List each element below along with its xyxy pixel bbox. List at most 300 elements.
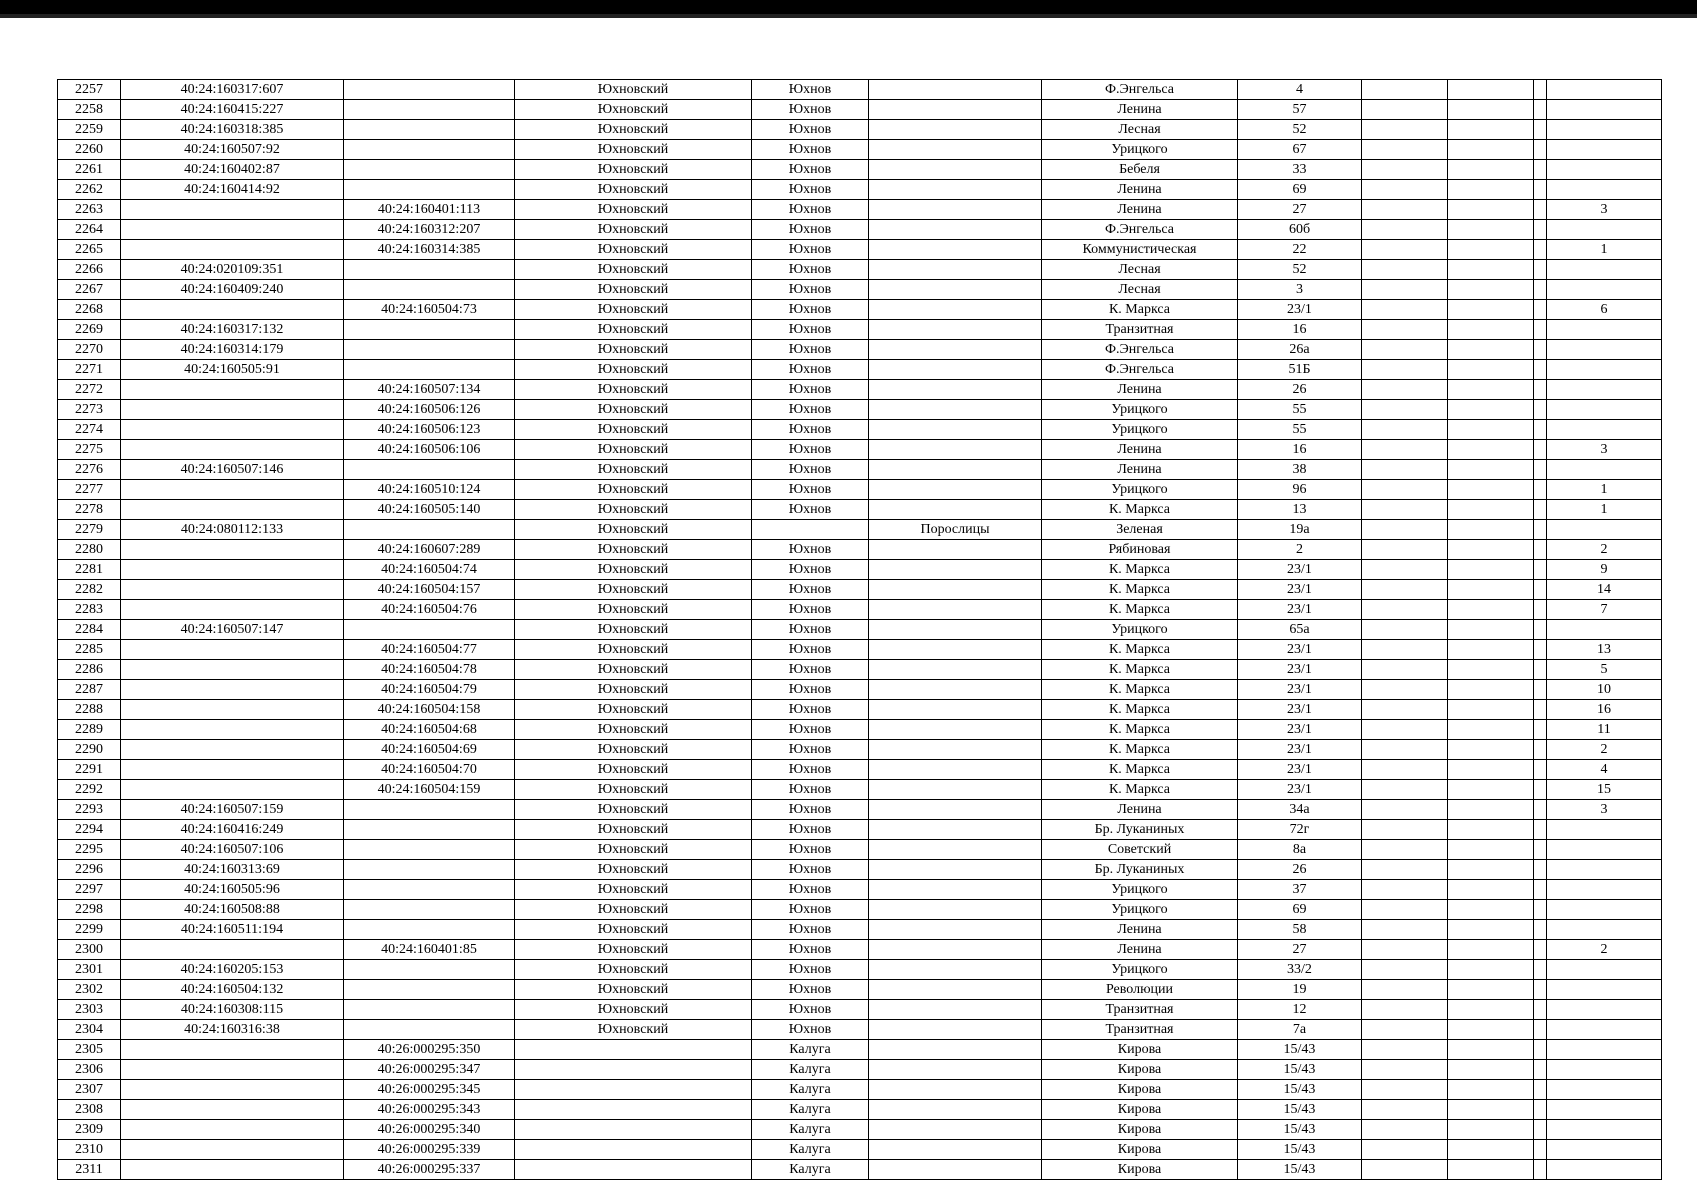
extra-cell-2 — [1448, 480, 1534, 500]
street-cell: Урицкого — [1042, 480, 1238, 500]
row-number-cell: 2298 — [58, 900, 121, 920]
apartment-number-cell — [1547, 960, 1662, 980]
extra-cell-1 — [1362, 700, 1448, 720]
extra-cell-2 — [1448, 1080, 1534, 1100]
extra-cell-2 — [1448, 1160, 1534, 1180]
cadastral-number-alt-cell: 40:24:160504:79 — [344, 680, 515, 700]
cadastral-number-cell: 40:24:160511:194 — [121, 920, 344, 940]
table-row — [58, 1060, 1662, 1080]
extra-cell-3 — [1534, 1080, 1547, 1100]
district-cell: Юхновский — [515, 320, 752, 340]
apartment-number-cell: 5 — [1547, 660, 1662, 680]
extra-cell-1 — [1362, 820, 1448, 840]
district-cell: Юхновский — [515, 720, 752, 740]
row-number-cell: 2258 — [58, 100, 121, 120]
apartment-number-cell — [1547, 820, 1662, 840]
extra-cell-2 — [1448, 600, 1534, 620]
extra-cell-2 — [1448, 100, 1534, 120]
extra-cell-3 — [1534, 260, 1547, 280]
cadastral-number-cell — [121, 1100, 344, 1120]
cadastral-number-alt-cell — [344, 1000, 515, 1020]
cadastral-number-alt-cell: 40:24:160505:140 — [344, 500, 515, 520]
extra-cell-1 — [1362, 660, 1448, 680]
row-number-cell: 2297 — [58, 880, 121, 900]
district-cell: Юхновский — [515, 900, 752, 920]
extra-cell-2 — [1448, 280, 1534, 300]
cadastral-number-cell: 40:24:160507:147 — [121, 620, 344, 640]
table-row — [58, 580, 1662, 600]
cadastral-number-cell: 40:24:160402:87 — [121, 160, 344, 180]
settlement-cell — [869, 920, 1042, 940]
settlement-cell — [869, 780, 1042, 800]
settlement-cell — [869, 1020, 1042, 1040]
extra-cell-1 — [1362, 200, 1448, 220]
street-cell: Транзитная — [1042, 320, 1238, 340]
settlement-cell: Порослицы — [869, 520, 1042, 540]
settlement-cell — [869, 1080, 1042, 1100]
house-number-cell: 67 — [1238, 140, 1362, 160]
extra-cell-2 — [1448, 680, 1534, 700]
table-row — [58, 840, 1662, 860]
cadastral-number-cell — [121, 740, 344, 760]
house-number-cell: 52 — [1238, 120, 1362, 140]
house-number-cell: 15/43 — [1238, 1100, 1362, 1120]
city-cell: Юхнов — [752, 300, 869, 320]
row-number-cell: 2308 — [58, 1100, 121, 1120]
settlement-cell — [869, 220, 1042, 240]
apartment-number-cell: 4 — [1547, 760, 1662, 780]
table-row — [58, 860, 1662, 880]
table-row — [58, 1000, 1662, 1020]
extra-cell-1 — [1362, 780, 1448, 800]
row-number-cell: 2286 — [58, 660, 121, 680]
apartment-number-cell — [1547, 880, 1662, 900]
district-cell: Юхновский — [515, 980, 752, 1000]
extra-cell-3 — [1534, 840, 1547, 860]
district-cell — [515, 1040, 752, 1060]
cadastral-number-cell: 40:24:160507:92 — [121, 140, 344, 160]
row-number-cell: 2275 — [58, 440, 121, 460]
extra-cell-1 — [1362, 80, 1448, 100]
street-cell: Транзитная — [1042, 1020, 1238, 1040]
table-row — [58, 1160, 1662, 1180]
extra-cell-2 — [1448, 980, 1534, 1000]
cadastral-number-cell — [121, 1080, 344, 1100]
district-cell: Юхновский — [515, 500, 752, 520]
cadastral-number-cell: 40:24:160504:132 — [121, 980, 344, 1000]
street-cell: Советский — [1042, 840, 1238, 860]
cadastral-number-cell — [121, 780, 344, 800]
extra-cell-1 — [1362, 140, 1448, 160]
extra-cell-3 — [1534, 600, 1547, 620]
row-number-cell: 2263 — [58, 200, 121, 220]
city-cell: Юхнов — [752, 360, 869, 380]
document-page — [57, 79, 1661, 1180]
house-number-cell: 7а — [1238, 1020, 1362, 1040]
city-cell: Юхнов — [752, 320, 869, 340]
cadastral-number-alt-cell — [344, 880, 515, 900]
extra-cell-1 — [1362, 420, 1448, 440]
cadastral-number-alt-cell — [344, 280, 515, 300]
city-cell: Юхнов — [752, 700, 869, 720]
extra-cell-2 — [1448, 1040, 1534, 1060]
row-number-cell: 2283 — [58, 600, 121, 620]
cadastral-number-alt-cell: 40:26:000295:347 — [344, 1060, 515, 1080]
settlement-cell — [869, 620, 1042, 640]
extra-cell-2 — [1448, 460, 1534, 480]
district-cell: Юхновский — [515, 520, 752, 540]
extra-cell-2 — [1448, 780, 1534, 800]
row-number-cell: 2268 — [58, 300, 121, 320]
apartment-number-cell: 3 — [1547, 200, 1662, 220]
extra-cell-2 — [1448, 800, 1534, 820]
table-row — [58, 240, 1662, 260]
extra-cell-1 — [1362, 940, 1448, 960]
extra-cell-3 — [1534, 640, 1547, 660]
extra-cell-3 — [1534, 560, 1547, 580]
cadastral-number-alt-cell — [344, 900, 515, 920]
extra-cell-3 — [1534, 540, 1547, 560]
cadastral-number-alt-cell — [344, 860, 515, 880]
house-number-cell: 23/1 — [1238, 780, 1362, 800]
extra-cell-2 — [1448, 400, 1534, 420]
house-number-cell: 15/43 — [1238, 1120, 1362, 1140]
extra-cell-1 — [1362, 640, 1448, 660]
district-cell: Юхновский — [515, 840, 752, 860]
extra-cell-2 — [1448, 180, 1534, 200]
scan-top-edge — [0, 0, 1697, 14]
table-row — [58, 140, 1662, 160]
extra-cell-1 — [1362, 720, 1448, 740]
extra-cell-3 — [1534, 920, 1547, 940]
table-row — [58, 160, 1662, 180]
city-cell: Юхнов — [752, 880, 869, 900]
table-row — [58, 460, 1662, 480]
street-cell: Бр. Луканиных — [1042, 820, 1238, 840]
apartment-number-cell: 1 — [1547, 480, 1662, 500]
cadastral-number-alt-cell: 40:24:160504:73 — [344, 300, 515, 320]
house-number-cell: 23/1 — [1238, 680, 1362, 700]
cadastral-number-cell — [121, 600, 344, 620]
cadastral-number-cell — [121, 1120, 344, 1140]
cadastral-number-alt-cell: 40:24:160504:76 — [344, 600, 515, 620]
street-cell: Ленина — [1042, 940, 1238, 960]
settlement-cell — [869, 560, 1042, 580]
apartment-number-cell — [1547, 180, 1662, 200]
city-cell: Калуга — [752, 1120, 869, 1140]
extra-cell-3 — [1534, 860, 1547, 880]
extra-cell-1 — [1362, 400, 1448, 420]
extra-cell-3 — [1534, 980, 1547, 1000]
extra-cell-3 — [1534, 280, 1547, 300]
city-cell: Юхнов — [752, 680, 869, 700]
street-cell: К. Маркса — [1042, 700, 1238, 720]
cadastral-number-alt-cell: 40:24:160312:207 — [344, 220, 515, 240]
table-row — [58, 700, 1662, 720]
row-number-cell: 2262 — [58, 180, 121, 200]
city-cell: Юхнов — [752, 660, 869, 680]
apartment-number-cell — [1547, 400, 1662, 420]
cadastral-number-cell: 40:24:160416:249 — [121, 820, 344, 840]
district-cell: Юхновский — [515, 620, 752, 640]
house-number-cell: 4 — [1238, 80, 1362, 100]
row-number-cell: 2290 — [58, 740, 121, 760]
house-number-cell: 22 — [1238, 240, 1362, 260]
extra-cell-1 — [1362, 1060, 1448, 1080]
settlement-cell — [869, 940, 1042, 960]
extra-cell-2 — [1448, 720, 1534, 740]
extra-cell-1 — [1362, 960, 1448, 980]
extra-cell-2 — [1448, 380, 1534, 400]
extra-cell-1 — [1362, 600, 1448, 620]
extra-cell-2 — [1448, 760, 1534, 780]
house-number-cell: 16 — [1238, 440, 1362, 460]
extra-cell-2 — [1448, 660, 1534, 680]
row-number-cell: 2295 — [58, 840, 121, 860]
settlement-cell — [869, 440, 1042, 460]
row-number-cell: 2273 — [58, 400, 121, 420]
cadastral-number-cell — [121, 700, 344, 720]
table-row — [58, 560, 1662, 580]
table-row — [58, 940, 1662, 960]
city-cell: Юхнов — [752, 620, 869, 640]
district-cell — [515, 1160, 752, 1180]
table-row — [58, 740, 1662, 760]
cadastral-number-cell: 40:24:160507:159 — [121, 800, 344, 820]
row-number-cell: 2266 — [58, 260, 121, 280]
city-cell: Юхнов — [752, 100, 869, 120]
city-cell: Юхнов — [752, 780, 869, 800]
extra-cell-2 — [1448, 940, 1534, 960]
extra-cell-3 — [1534, 680, 1547, 700]
apartment-number-cell: 9 — [1547, 560, 1662, 580]
cadastral-number-alt-cell — [344, 1020, 515, 1040]
apartment-number-cell — [1547, 380, 1662, 400]
extra-cell-3 — [1534, 440, 1547, 460]
settlement-cell — [869, 540, 1042, 560]
house-number-cell: 15/43 — [1238, 1060, 1362, 1080]
city-cell: Юхнов — [752, 980, 869, 1000]
cadastral-number-cell — [121, 220, 344, 240]
street-cell: Ф.Энгельса — [1042, 360, 1238, 380]
cadastral-number-cell: 40:24:160205:153 — [121, 960, 344, 980]
extra-cell-1 — [1362, 520, 1448, 540]
table-row — [58, 620, 1662, 640]
house-number-cell: 15/43 — [1238, 1040, 1362, 1060]
house-number-cell: 58 — [1238, 920, 1362, 940]
extra-cell-2 — [1448, 960, 1534, 980]
apartment-number-cell — [1547, 1080, 1662, 1100]
cadastral-number-cell: 40:24:160507:146 — [121, 460, 344, 480]
street-cell: Лесная — [1042, 280, 1238, 300]
extra-cell-1 — [1362, 880, 1448, 900]
cadastral-number-cell — [121, 1140, 344, 1160]
cadastral-number-alt-cell — [344, 520, 515, 540]
cadastral-number-alt-cell — [344, 360, 515, 380]
district-cell: Юхновский — [515, 1020, 752, 1040]
extra-cell-3 — [1534, 1160, 1547, 1180]
cadastral-number-alt-cell: 40:24:160607:289 — [344, 540, 515, 560]
extra-cell-2 — [1448, 820, 1534, 840]
table-row — [58, 600, 1662, 620]
cadastral-number-alt-cell: 40:24:160507:134 — [344, 380, 515, 400]
extra-cell-3 — [1534, 480, 1547, 500]
extra-cell-3 — [1534, 960, 1547, 980]
district-cell: Юхновский — [515, 380, 752, 400]
city-cell: Юхнов — [752, 420, 869, 440]
district-cell: Юхновский — [515, 920, 752, 940]
house-number-cell: 69 — [1238, 180, 1362, 200]
table-row — [58, 760, 1662, 780]
extra-cell-3 — [1534, 800, 1547, 820]
row-number-cell: 2260 — [58, 140, 121, 160]
extra-cell-1 — [1362, 500, 1448, 520]
cadastral-number-alt-cell — [344, 100, 515, 120]
settlement-cell — [869, 820, 1042, 840]
extra-cell-3 — [1534, 880, 1547, 900]
apartment-number-cell: 1 — [1547, 240, 1662, 260]
row-number-cell: 2280 — [58, 540, 121, 560]
cadastral-number-alt-cell: 40:24:160506:126 — [344, 400, 515, 420]
extra-cell-1 — [1362, 900, 1448, 920]
street-cell: Бебеля — [1042, 160, 1238, 180]
district-cell: Юхновский — [515, 280, 752, 300]
apartment-number-cell — [1547, 280, 1662, 300]
extra-cell-2 — [1448, 560, 1534, 580]
row-number-cell: 2259 — [58, 120, 121, 140]
street-cell: Лесная — [1042, 260, 1238, 280]
cadastral-number-alt-cell: 40:24:160504:70 — [344, 760, 515, 780]
house-number-cell: 23/1 — [1238, 700, 1362, 720]
cadastral-number-alt-cell — [344, 820, 515, 840]
district-cell — [515, 1060, 752, 1080]
settlement-cell — [869, 860, 1042, 880]
house-number-cell: 60б — [1238, 220, 1362, 240]
city-cell: Юхнов — [752, 720, 869, 740]
apartment-number-cell — [1547, 840, 1662, 860]
table-row — [58, 920, 1662, 940]
district-cell: Юхновский — [515, 140, 752, 160]
extra-cell-2 — [1448, 880, 1534, 900]
extra-cell-3 — [1534, 140, 1547, 160]
house-number-cell: 26 — [1238, 860, 1362, 880]
cadastral-number-alt-cell: 40:24:160504:159 — [344, 780, 515, 800]
extra-cell-2 — [1448, 520, 1534, 540]
extra-cell-2 — [1448, 260, 1534, 280]
settlement-cell — [869, 300, 1042, 320]
cadastral-number-cell — [121, 640, 344, 660]
cadastral-number-cell: 40:24:160414:92 — [121, 180, 344, 200]
apartment-number-cell — [1547, 1140, 1662, 1160]
table-row — [58, 440, 1662, 460]
extra-cell-2 — [1448, 80, 1534, 100]
city-cell: Юхнов — [752, 600, 869, 620]
cadastral-number-cell — [121, 380, 344, 400]
extra-cell-3 — [1534, 760, 1547, 780]
house-number-cell: 16 — [1238, 320, 1362, 340]
settlement-cell — [869, 760, 1042, 780]
cadastral-number-alt-cell — [344, 960, 515, 980]
cadastral-number-cell: 40:24:160409:240 — [121, 280, 344, 300]
street-cell: Кирова — [1042, 1160, 1238, 1180]
table-row — [58, 820, 1662, 840]
settlement-cell — [869, 360, 1042, 380]
extra-cell-3 — [1534, 380, 1547, 400]
settlement-cell — [869, 660, 1042, 680]
district-cell: Юхновский — [515, 80, 752, 100]
row-number-cell: 2276 — [58, 460, 121, 480]
extra-cell-3 — [1534, 300, 1547, 320]
city-cell: Юхнов — [752, 200, 869, 220]
settlement-cell — [869, 140, 1042, 160]
district-cell: Юхновский — [515, 640, 752, 660]
apartment-number-cell — [1547, 860, 1662, 880]
settlement-cell — [869, 100, 1042, 120]
cadastral-number-cell: 40:24:160308:115 — [121, 1000, 344, 1020]
row-number-cell: 2261 — [58, 160, 121, 180]
cadastral-number-cell — [121, 1160, 344, 1180]
street-cell: К. Маркса — [1042, 300, 1238, 320]
cadastral-number-alt-cell — [344, 140, 515, 160]
row-number-cell: 2306 — [58, 1060, 121, 1080]
city-cell: Калуга — [752, 1080, 869, 1100]
cadastral-number-alt-cell: 40:24:160504:77 — [344, 640, 515, 660]
extra-cell-3 — [1534, 780, 1547, 800]
street-cell: Ф.Энгельса — [1042, 340, 1238, 360]
scan-top-shadow — [0, 14, 1697, 18]
extra-cell-3 — [1534, 120, 1547, 140]
city-cell: Юхнов — [752, 180, 869, 200]
district-cell: Юхновский — [515, 420, 752, 440]
house-number-cell: 23/1 — [1238, 720, 1362, 740]
apartment-number-cell — [1547, 1000, 1662, 1020]
city-cell: Калуга — [752, 1040, 869, 1060]
city-cell: Юхнов — [752, 240, 869, 260]
cadastral-number-alt-cell: 40:26:000295:337 — [344, 1160, 515, 1180]
table-row — [58, 1020, 1662, 1040]
district-cell: Юхновский — [515, 160, 752, 180]
apartment-number-cell — [1547, 920, 1662, 940]
apartment-number-cell — [1547, 100, 1662, 120]
apartment-number-cell: 16 — [1547, 700, 1662, 720]
city-cell: Юхнов — [752, 440, 869, 460]
table-row — [58, 360, 1662, 380]
settlement-cell — [869, 1140, 1042, 1160]
apartment-number-cell: 7 — [1547, 600, 1662, 620]
city-cell: Юхнов — [752, 900, 869, 920]
apartment-number-cell: 10 — [1547, 680, 1662, 700]
extra-cell-1 — [1362, 320, 1448, 340]
row-number-cell: 2278 — [58, 500, 121, 520]
district-cell — [515, 1140, 752, 1160]
extra-cell-2 — [1448, 740, 1534, 760]
extra-cell-2 — [1448, 1120, 1534, 1140]
city-cell: Юхнов — [752, 1000, 869, 1020]
street-cell: Ф.Энгельса — [1042, 80, 1238, 100]
cadastral-number-alt-cell: 40:24:160504:157 — [344, 580, 515, 600]
district-cell — [515, 1120, 752, 1140]
table-row — [58, 380, 1662, 400]
extra-cell-2 — [1448, 240, 1534, 260]
row-number-cell: 2287 — [58, 680, 121, 700]
settlement-cell — [869, 320, 1042, 340]
city-cell: Юхнов — [752, 740, 869, 760]
city-cell: Юхнов — [752, 80, 869, 100]
house-number-cell: 2 — [1238, 540, 1362, 560]
district-cell: Юхновский — [515, 860, 752, 880]
row-number-cell: 2296 — [58, 860, 121, 880]
table-row — [58, 1140, 1662, 1160]
